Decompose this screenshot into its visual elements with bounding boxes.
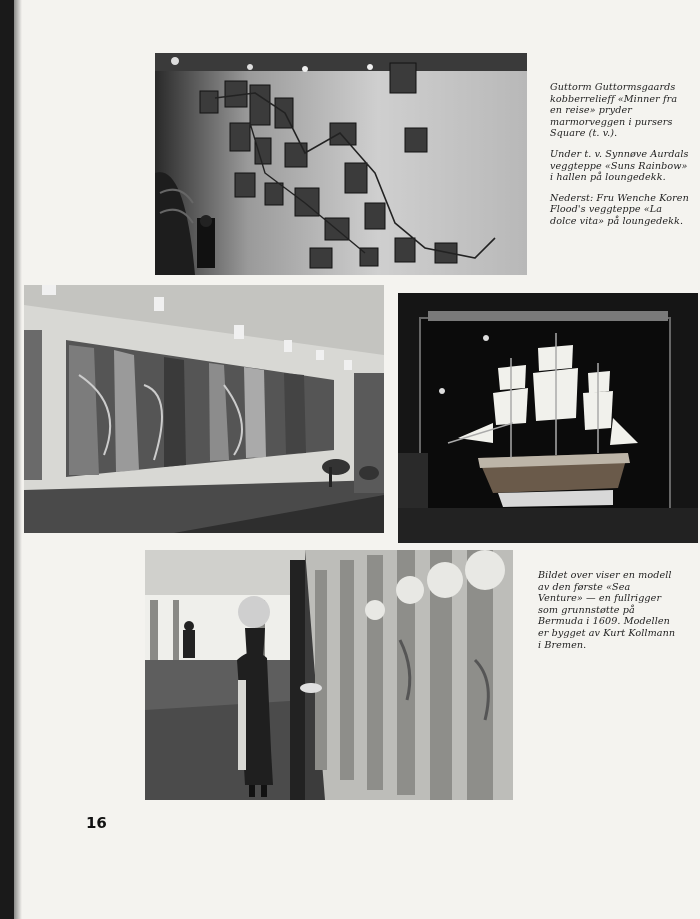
caption-suns-rainbow: Under t. v. Synnøve Aurdals veggteppe «Suns Rainbow» i hallen på loungedekk. — [550, 148, 689, 184]
page-number: 16 — [86, 814, 107, 832]
page-binding-edge — [0, 0, 14, 919]
sea-venture-model-photo — [398, 293, 698, 543]
top-caption-block — [550, 82, 690, 237]
la-dolce-vita-tapestry-photo — [145, 550, 513, 800]
suns-rainbow-tapestry-photo — [24, 285, 384, 533]
caption-relief: Guttorm Guttormsgaards kobberrelieff «Minner fra en reise» pryder marmorveggen i pursers Square (t. v.). — [550, 82, 678, 140]
copper-relief-photo — [155, 53, 527, 275]
bottom-caption: Bildet over viser en modell av den første «Sea Venture» — en fullrigger som grunnstøtte på Bermuda i 1609. Modellen er bygget av Kurt Kollmann i Bremen. — [538, 570, 676, 651]
caption-la-dolce-vita: Nederst: Fru Wenche Koren Flood's veggteppe «La dolce vita» på loungedekk. — [550, 192, 689, 227]
page-binding-shadow — [14, 0, 22, 919]
